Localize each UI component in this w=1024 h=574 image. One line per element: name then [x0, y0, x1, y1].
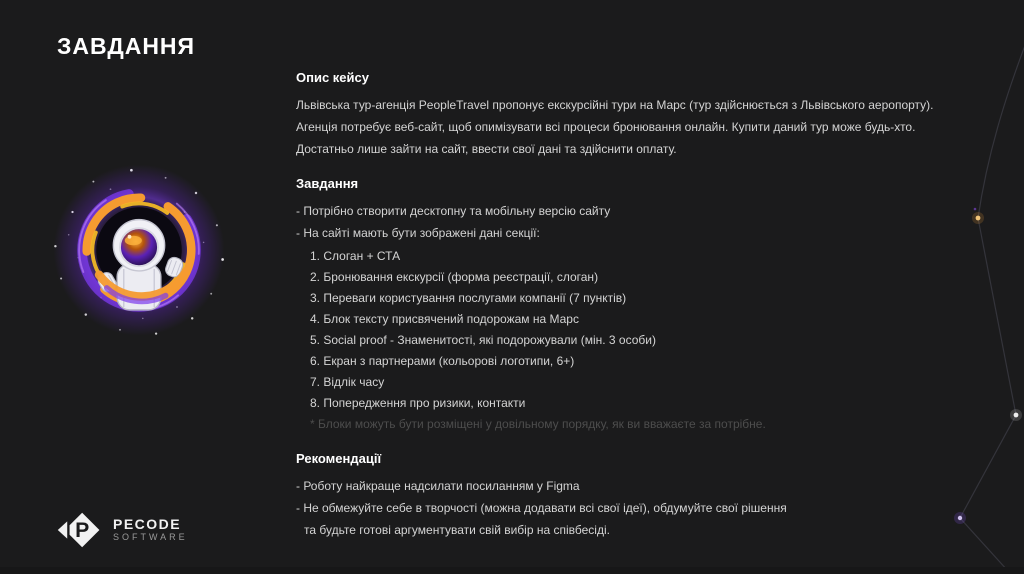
recommendation-continuation: та будьте готові аргументувати свій вибір на співбесіді. — [304, 523, 610, 537]
task-section-item: 4. Блок тексту присвячений подорожам на Марс — [310, 312, 579, 326]
astronaut-illustration — [44, 155, 234, 345]
pecode-logo-icon — [57, 508, 101, 552]
tasks-note: * Блоки можуть бути розміщені у довільному порядку, як ви вважаєте за потрібне. — [310, 417, 766, 431]
case-description-line: Львівська тур-агенція PeopleTravel пропонує екскурсійні тури на Марс (тур здійснюється з Львівського аеропорту). — [296, 98, 934, 112]
recommendation-bullet: - Не обмежуйте себе в творчості (можна додавати всі свої ідеї), обдумуйте свої рішення — [296, 501, 787, 515]
pecode-logo-text — [113, 517, 188, 543]
pecode-logo — [57, 508, 188, 552]
logo-name: PECODE — [113, 516, 182, 532]
recommendations-section — [296, 451, 996, 541]
task-section-item: 8. Попередження про ризики, контакти — [310, 396, 526, 410]
task-bullet: - На сайті мають бути зображені дані секції: — [296, 226, 540, 240]
svg-text:P: P — [75, 519, 90, 543]
recommendation-bullet: - Роботу найкраще надсилати посиланням у Figma — [296, 479, 580, 493]
task-section-item: 6. Екран з партнерами (кольорові логотипи, 6+) — [310, 354, 575, 368]
case-description-section — [296, 70, 996, 160]
case-description-line: Достатньо лише зайти на сайт, ввести свої дані та здійснити оплату. — [296, 142, 677, 156]
task-section-item: 1. Слоган + СТА — [310, 249, 401, 263]
content-column — [296, 70, 996, 557]
task-section-item: 7. Відлік часу — [310, 375, 385, 389]
task-section-item: 5. Social proof - Знаменитості, які подорожували (мін. 3 особи) — [310, 333, 656, 347]
recommendations-heading: Рекомендації — [296, 451, 382, 466]
task-section-item: 2. Бронювання екскурсії (форма реєстрації, слоган) — [310, 270, 599, 284]
page-title: ЗАВДАННЯ — [57, 33, 196, 59]
logo-subtitle: SOFTWARE — [113, 532, 188, 542]
case-description-heading: Опис кейсу — [296, 70, 369, 85]
tasks-section — [296, 176, 996, 435]
task-bullet: - Потрібно створити десктопну та мобільну версію сайту — [296, 204, 611, 218]
bottom-strip — [0, 567, 1024, 574]
task-section-item: 3. Переваги користування послугами компанії (7 пунктів) — [310, 291, 627, 305]
task-section-list — [310, 246, 996, 414]
case-description-line: Агенція потребує веб-сайт, щоб опимізувати всі процеси бронювання онлайн. Купити даний тур може будь-хто. — [296, 120, 916, 134]
tasks-heading: Завдання — [296, 176, 359, 191]
